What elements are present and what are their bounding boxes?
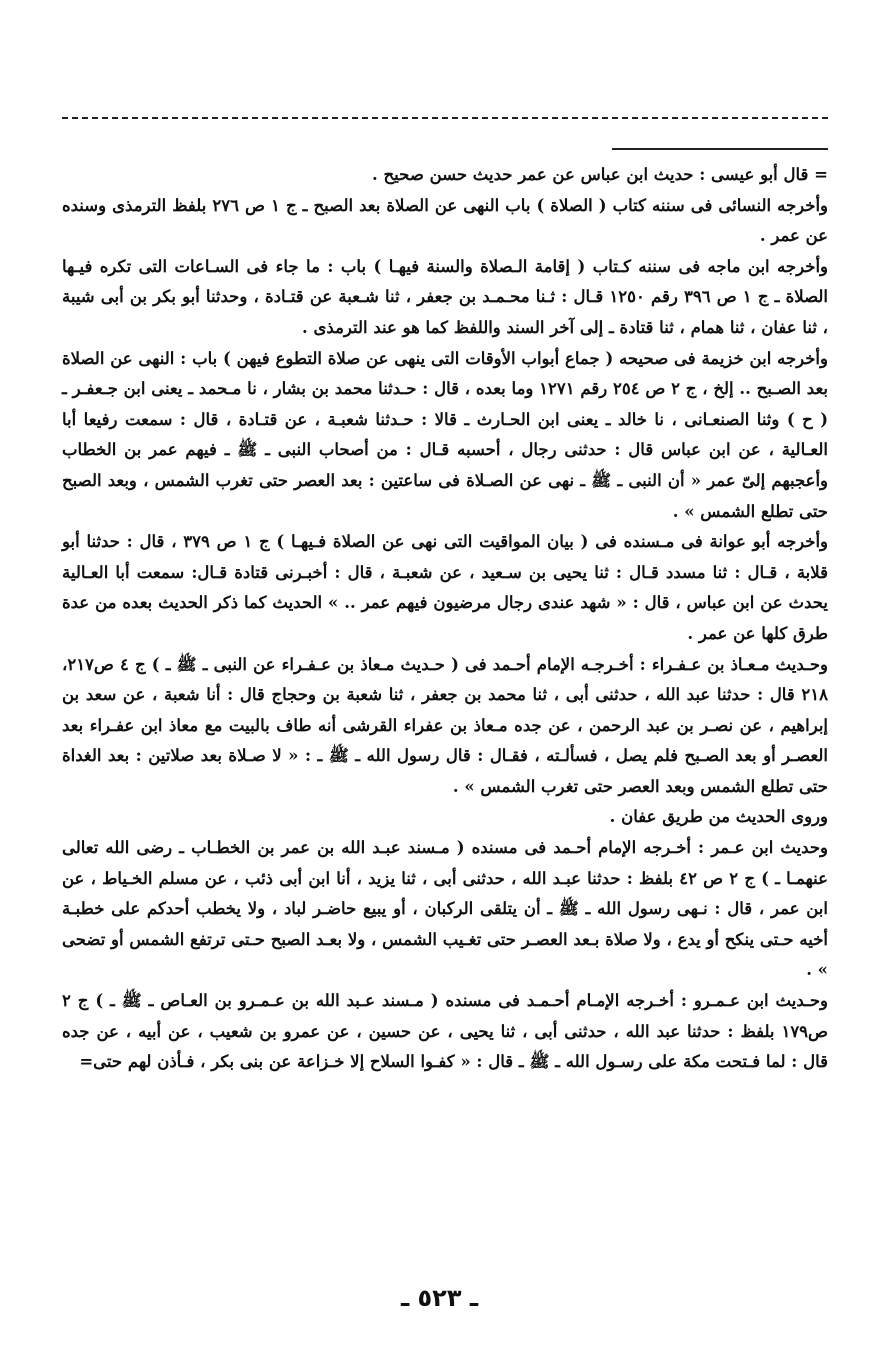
header-dashed-rule [62, 117, 828, 119]
paragraph-affan-route: وروى الحديث من طريق عفان . [609, 807, 828, 827]
footnote-text-block [62, 160, 828, 1078]
paragraph-ibn-umar: وحديث ابن عـمر : أخـرجه الإمام أحـمد فى مسنده ( مـسند عبـد الله بن عمر بن الخطـاب ـ رضى الله تعالى عنهمـا ـ ) ج ٢ ص ٤٢ بلفظ : حدثنا عبـد الله ، حدثنى أبى ، ثنا يزيد ، أنا ابن أبى ذئب ، عن مسلم الخـياط ، عن ابن عمر ، قال : نـهى رسول الله ـ ﷺ ـ أن يتلقى الركبان ، أو يبيع حاضـر لباد ، ولا يخطب أحدكم على خطبـة أخيه حـتى ينكح أو يدع ، ولا صلاة بـعد العصـر حتى تغـيب الشمس ، ولا بعـد الصبح حـتى ترتفع الشمس أو تضحى » . [62, 838, 828, 980]
paragraph-abu-awanah: وأخرجه أبو عوانة فى مـسنده فى ( بيان المواقيت التى نهى عن الصلاة فـيهـا ) ج ١ ص ٣٧٩ ، قال : حدثنا أبو قلابة ، قـال : ثنا مسدد قـال : ثنا يحيى بن سـعيد ، عن شعبـة ، قال : أخبـرنى قتادة قـال: سمعت أبا العـالية يحدث عن ابن عباس ، قال : « شهد عندى رجال مرضيون فيهم عمر .. » الحديث كما ذكر الحديث بعده من عدة طرق كلها عن عمر . [62, 532, 828, 643]
footnote-separator-rule [612, 148, 828, 150]
paragraph-ibn-majah: وأخرجه ابن ماجه فى سننه كـتاب ( إقامة الـصلاة والسنة فيهـا ) باب : ما جاء فى السـاعات التى تكره فيـها الصلاة ـ ج ١ ص ٣٩٦ رقم ١٢٥٠ قـال : ثـنا محـمـد بن جعفر ، ثنا شـعبة عن قتـادة ، وحدثنا أبو بكر بن أبى شيبة ، ثنا عفان ، ثنا همام ، ثنا قتادة ـ إلى آخر السند واللفظ كما هو عند الترمذى . [62, 256, 828, 337]
paragraph-abu-isa: = قال أبو عيسى : حديث ابن عباس عن عمر حديث حسن صحيح . [372, 165, 828, 184]
paragraph-nasai: وأخرجه النسائى فى سننه كتاب ( الصلاة ) باب النهى عن الصلاة بعد الصبح ـ ج ١ ص ٢٧٦ بلفظ الترمذى وسنده عن عمر . [62, 195, 829, 246]
page-number: ـ ٥٢٣ ـ [400, 1284, 479, 1312]
paragraph-ibn-khuzaymah: وأخرجه ابن خزيمة فى صحيحه ( جماع أبواب الأوقات التى ينهى عن صلاة التطوع فيهن ) باب : النهى عن الصلاة بعد الصـبح .. إلخ ، ج ٢ ص ٢٥٤ رقم ١٢٧١ وما بعده ، قال : حـدثنا محمد بن بشار ، نا مـحمد ـ يعنى ابن جـعفـر ـ ( ح ) وثنا الصنعـانى ، نا خالد ـ يعنى ابن الحـارث ـ قالا : حـدثنا شعبـة ، عن قتـادة ، قال : سمعت رفيعا أبا العـالية ، عن ابن عباس قال : حدثنى رجال ، أحسبه قـال : من أصحاب النبى ـ ﷺ ـ فيهم عمر بن الخطاب وأعجبهم إلىّ عمر « أن النبى ـ ﷺ ـ نهى عن الصـلاة فى ساعتين : بعد العصر حتى تغرب الشمس ، وبعد الصبح حتى تطلع الشمس » . [62, 348, 829, 521]
paragraph-muadh-ibn-afra: وحـديث مـعـاذ بن عـفـراء : أخـرجـه الإمام أحـمد فى ( حـديث مـعاذ بن عـفـراء عن النبى ـ ﷺ ـ ) ج ٤ ص٢١٧، ٢١٨ قال : حدثنا عبد الله ، حدثنى أبى ، ثنا محمد بن جعفر ، ثنا شعبة بن وحجاج قال : أنا شعبة ، عن سعد بن إبراهيم ، عن نصـر بن عبد الرحمن ، عن جده مـعاذ بن عفراء القرشى أنه طاف بالبيت مع معاذ ابن عفـراء بعد العصـر أو بعد الصـبح فلم يصل ، فسألـته ، فقـال : قال رسول الله ـ ﷺ ـ : « لا صـلاة بعد صلاتين : بعد الغداة حتى تطلع الشمس وبعد العصر حتى تغرب الشمس » . [62, 654, 828, 796]
paragraph-ibn-amr: وحـديث ابن عـمـرو : أخـرجه الإمـام أحـمـد فى مسنده ( مـسند عـبد الله بن عـمـرو بن العـاص ـ ﷺ ـ ) ج ٢ ص١٧٩ بلفظ : حدثنا عبد الله ، حدثنى أبى ، ثنا يحيى ، عن حسين ، عن عمرو بن شعيب ، عن أبيه ، عن جده قال : لما فـتحت مكة على رسـول الله ـ ﷺ ـ قال : « كفـوا السلاح إلا خـزاعة عن بنى بكر ، فـأذن لهم حتى= [62, 991, 828, 1072]
